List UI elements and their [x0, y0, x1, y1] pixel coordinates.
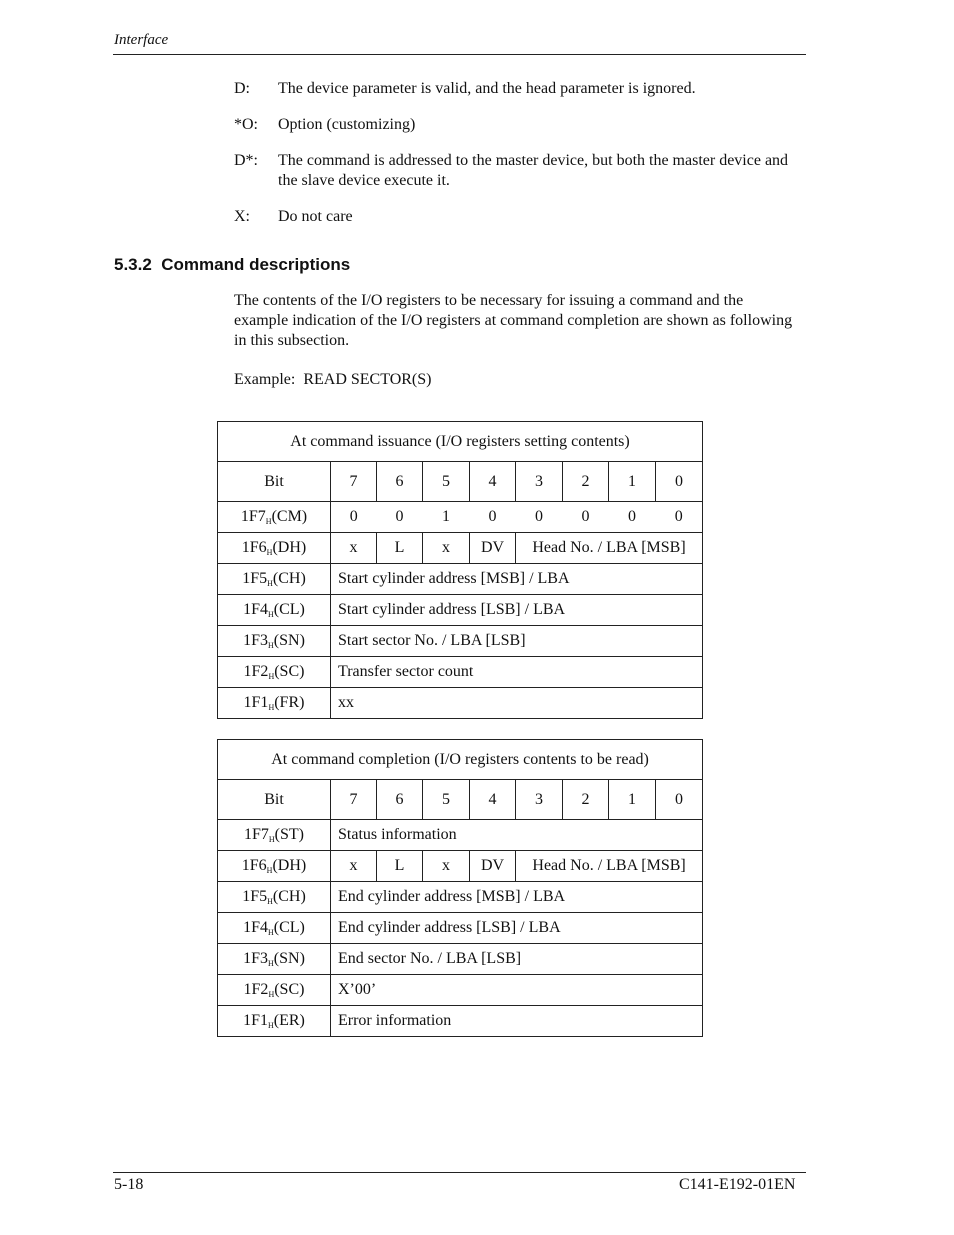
bit-number: 4: [470, 462, 516, 502]
bit-number: 0: [656, 780, 703, 820]
register-name: (FR): [274, 694, 305, 711]
bit-number: 6: [377, 462, 423, 502]
bit-number: 2: [563, 780, 609, 820]
register-row: [218, 913, 703, 944]
legend-text: Do not care: [278, 208, 353, 225]
register-number: 1F1: [243, 694, 269, 711]
bit-cell: L: [377, 851, 423, 882]
register-address: [218, 502, 331, 533]
section-heading: 5.3.2 Command descriptions: [114, 255, 351, 274]
register-name: (DH): [272, 539, 307, 556]
register-name: (SN): [273, 632, 305, 649]
bit-cell: 0: [470, 502, 516, 533]
bit-header-row: [218, 462, 703, 502]
hex-subscript: H: [268, 672, 275, 681]
legend-text: The device parameter is valid, and the head parameter is ignored.: [278, 80, 696, 97]
register-row: [218, 564, 703, 595]
bit-label: Bit: [218, 462, 331, 502]
bit-cell: x: [331, 533, 377, 564]
hex-subscript: H: [266, 866, 273, 875]
register-contents: End cylinder address [MSB] / LBA: [331, 882, 703, 913]
register-number: 1F7: [240, 508, 266, 525]
legend-key: *O:: [234, 116, 258, 133]
register-name: (ST): [274, 826, 304, 843]
hex-subscript: H: [266, 548, 273, 557]
register-contents: Start cylinder address [MSB] / LBA: [331, 564, 703, 595]
register-row: [218, 820, 703, 851]
document-id: C141-E192-01EN: [679, 1176, 796, 1193]
register-address: [218, 820, 331, 851]
bit-number: 1: [609, 462, 656, 502]
hex-subscript: H: [268, 928, 274, 937]
register-address: [218, 564, 331, 595]
register-name: (SC): [274, 981, 305, 998]
register-contents: xx: [331, 688, 703, 719]
bit-cell: 0: [516, 502, 563, 533]
register-name: (SC): [274, 663, 305, 680]
hex-subscript: H: [268, 990, 275, 999]
bit-number: 3: [516, 462, 563, 502]
register-name: (ER): [273, 1012, 305, 1029]
register-number: 1F5: [242, 570, 268, 587]
register-contents: Start sector No. / LBA [LSB]: [331, 626, 703, 657]
table-caption: At command completion (I/O registers contents to be read): [218, 740, 703, 780]
table-caption-row: [218, 740, 703, 780]
register-row: [218, 975, 703, 1006]
hex-subscript: H: [268, 641, 274, 650]
bit-cell: 1: [423, 502, 470, 533]
register-number: 1F2: [243, 663, 269, 680]
example-label: Example: READ SECTOR(S): [234, 371, 432, 388]
register-address: [218, 882, 331, 913]
register-row: [218, 595, 703, 626]
register-address: [218, 533, 331, 564]
register-row: [218, 502, 703, 533]
bit-number: 1: [609, 780, 656, 820]
hex-subscript: H: [268, 703, 275, 712]
section-paragraph: The contents of the I/O registers to be necessary for issuing a command and the example indication of the I/O registers at command completion are shown as following in this subsection.: [234, 292, 793, 349]
register-name: (CL): [273, 601, 305, 618]
register-contents: X’00’: [331, 975, 703, 1006]
bit-cell: 0: [563, 502, 609, 533]
register-address: [218, 1006, 331, 1037]
legend-text: The command is addressed to the master device, but both the master device and the slave device execute it.: [278, 152, 789, 189]
register-number: 1F1: [243, 1012, 268, 1029]
register-row: [218, 851, 703, 882]
register-number: 1F3: [243, 950, 268, 967]
bit-field-span: Head No. / LBA [MSB]: [516, 851, 703, 882]
header-rule: [113, 54, 806, 55]
bit-cell: x: [331, 851, 377, 882]
register-address: [218, 913, 331, 944]
register-number: 1F5: [242, 888, 268, 905]
bit-number: 7: [331, 462, 377, 502]
register-contents: End cylinder address [LSB] / LBA: [331, 913, 703, 944]
bit-cell: 0: [377, 502, 423, 533]
bit-cell: 0: [609, 502, 656, 533]
bit-number: 2: [563, 462, 609, 502]
register-contents: Start cylinder address [LSB] / LBA: [331, 595, 703, 626]
bit-cell: L: [377, 533, 423, 564]
register-row: [218, 657, 703, 688]
hex-subscript: H: [265, 517, 272, 526]
bit-cell: 0: [331, 502, 377, 533]
hex-subscript: H: [268, 1021, 274, 1030]
register-row: [218, 882, 703, 913]
hex-subscript: H: [268, 835, 275, 844]
register-row: [218, 688, 703, 719]
register-address: [218, 657, 331, 688]
register-address: [218, 975, 331, 1006]
table-caption-row: [218, 422, 703, 462]
register-name: (DH): [272, 857, 307, 874]
bit-number: 5: [423, 780, 470, 820]
register-contents: Error information: [331, 1006, 703, 1037]
legend-key: D:: [234, 80, 250, 97]
bit-cell: x: [423, 533, 470, 564]
register-row: [218, 533, 703, 564]
register-name: (CH): [272, 570, 306, 587]
register-number: 1F6: [241, 539, 267, 556]
command-issuance-table: [217, 421, 703, 719]
bit-number: 5: [423, 462, 470, 502]
bit-number: 4: [470, 780, 516, 820]
register-name: (CM): [271, 508, 308, 525]
bit-label: Bit: [218, 780, 331, 820]
command-completion-table: [217, 739, 703, 1037]
register-contents: End sector No. / LBA [LSB]: [331, 944, 703, 975]
bit-number: 3: [516, 780, 563, 820]
register-row: [218, 944, 703, 975]
register-number: 1F4: [243, 601, 268, 618]
register-address: [218, 851, 331, 882]
hex-subscript: H: [268, 959, 274, 968]
register-name: (CL): [273, 919, 305, 936]
bit-number: 0: [656, 462, 703, 502]
legend-key: X:: [234, 208, 250, 225]
register-number: 1F4: [243, 919, 268, 936]
register-contents: Status information: [331, 820, 703, 851]
bit-number: 7: [331, 780, 377, 820]
register-address: [218, 626, 331, 657]
hex-subscript: H: [268, 610, 274, 619]
register-number: 1F7: [243, 826, 269, 843]
register-row: [218, 626, 703, 657]
legend-key: D*:: [234, 152, 258, 169]
register-address: [218, 688, 331, 719]
legend-text: Option (customizing): [278, 116, 416, 133]
bit-cell: x: [423, 851, 470, 882]
bit-field-span: Head No. / LBA [MSB]: [516, 533, 703, 564]
hex-subscript: H: [267, 897, 273, 906]
register-row: [218, 1006, 703, 1037]
register-contents: Transfer sector count: [331, 657, 703, 688]
bit-cell: 0: [656, 502, 703, 533]
register-name: (SN): [273, 950, 305, 967]
register-number: 1F6: [241, 857, 267, 874]
bit-number: 6: [377, 780, 423, 820]
bit-header-row: [218, 780, 703, 820]
register-address: [218, 944, 331, 975]
register-address: [218, 595, 331, 626]
bit-cell: DV: [470, 851, 516, 882]
footer-rule: [113, 1172, 806, 1173]
running-header: Interface: [114, 32, 169, 48]
page-number: 5-18: [114, 1176, 144, 1193]
register-name: (CH): [272, 888, 306, 905]
register-number: 1F2: [243, 981, 269, 998]
table-caption: At command issuance (I/O registers setting contents): [218, 422, 703, 462]
register-number: 1F3: [243, 632, 268, 649]
bit-cell: DV: [470, 533, 516, 564]
hex-subscript: H: [267, 579, 273, 588]
